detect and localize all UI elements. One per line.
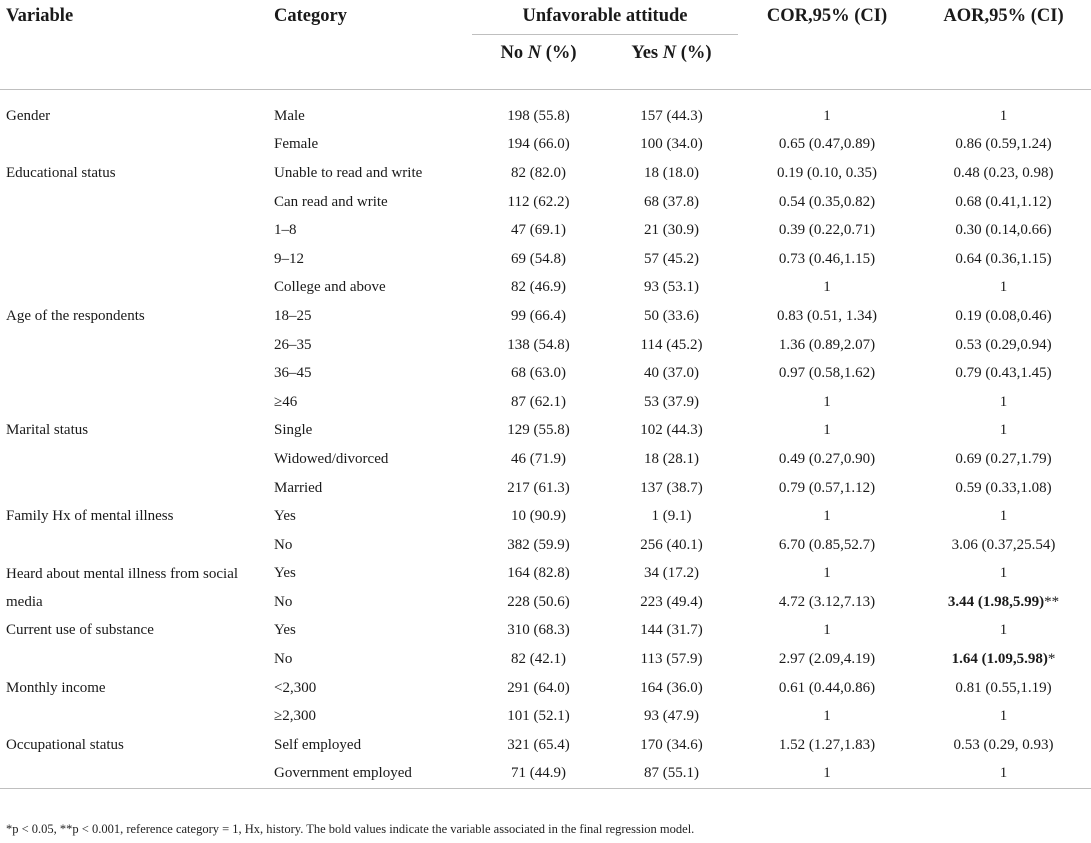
- cell-category: ≥46: [274, 393, 298, 410]
- cell-category: Self employed: [274, 736, 362, 753]
- table-row: [0, 388, 1091, 417]
- cell-no-n: 138 (54.8): [507, 336, 570, 353]
- table-body: [0, 102, 1091, 789]
- cell-category: Single: [274, 422, 313, 439]
- table-row: [0, 417, 1091, 446]
- header-no-n: [472, 35, 605, 90]
- cell-cor: 0.49 (0.27,0.90): [778, 450, 876, 467]
- cell-cor: 6.70 (0.85,52.7): [778, 536, 876, 553]
- cell-no-n: 112 (62.2): [507, 193, 570, 210]
- table-row: [0, 131, 1091, 160]
- cell-aor: [916, 588, 1091, 617]
- table-row: [0, 702, 1091, 731]
- cell-no-n: 228 (50.6): [507, 593, 570, 610]
- cell-category: Yes: [274, 622, 296, 639]
- table-row: [0, 760, 1091, 789]
- header-yes-n-label: Yes N (%): [631, 43, 712, 63]
- table-row: [0, 731, 1091, 760]
- cell-cor: 0.79 (0.57,1.12): [778, 479, 876, 496]
- table-row: [0, 531, 1091, 560]
- cell-variable: [0, 245, 266, 274]
- cell-yes-n: 144 (31.7): [640, 622, 703, 639]
- cell-variable: [0, 188, 266, 217]
- cell-cor: 0.39 (0.22,0.71): [778, 222, 876, 239]
- cell-aor: 1: [999, 565, 1008, 582]
- cell-aor: 0.19 (0.08,0.46): [955, 307, 1052, 324]
- cell-cor: 1.52 (1.27,1.83): [778, 736, 876, 753]
- aor-significant-value: 1.64 (1.09,5.98): [951, 651, 1048, 668]
- cell-yes-n: 68 (37.8): [644, 193, 699, 210]
- cell-category: Female: [274, 136, 319, 153]
- cell-cor: 0.54 (0.35,0.82): [778, 193, 876, 210]
- cell-aor: 0.30 (0.14,0.66): [955, 222, 1052, 239]
- cell-aor: 0.48 (0.23, 0.98): [953, 164, 1054, 181]
- cell-variable: [0, 445, 266, 474]
- table-header: [0, 0, 1091, 102]
- header-separator: [0, 90, 1091, 103]
- cell-yes-n: 18 (28.1): [644, 450, 699, 467]
- cell-variable: Marital status: [6, 422, 89, 439]
- cell-variable: Monthly income: [6, 679, 106, 696]
- cell-yes-n: 93 (53.1): [644, 279, 699, 296]
- cell-no-n: 46 (71.9): [511, 450, 566, 467]
- cell-aor: 0.81 (0.55,1.19): [955, 679, 1052, 696]
- cell-aor: 1: [999, 107, 1008, 124]
- table-row: [0, 617, 1091, 646]
- cell-category: 18–25: [274, 307, 312, 324]
- cell-variable: [0, 645, 266, 674]
- cell-aor: 0.53 (0.29, 0.93): [953, 736, 1054, 753]
- cell-no-n: 291 (64.0): [507, 679, 570, 696]
- cell-aor: 1: [999, 422, 1008, 439]
- cell-cor: 0.61 (0.44,0.86): [778, 679, 876, 696]
- cell-cor: 1: [823, 279, 831, 296]
- header-category: Category: [274, 6, 347, 26]
- table-row: [0, 216, 1091, 245]
- cell-yes-n: 93 (47.9): [644, 708, 699, 725]
- table-row: [0, 445, 1091, 474]
- cell-yes-n: 164 (36.0): [640, 679, 703, 696]
- cell-variable: Age of the respondents: [6, 307, 145, 324]
- table-row: [0, 560, 1091, 589]
- cell-category: Male: [274, 107, 305, 124]
- cell-variable: [0, 359, 266, 388]
- cell-variable: Current use of substance: [6, 622, 154, 639]
- cell-cor: 1: [738, 760, 916, 789]
- cell-yes-n: 100 (34.0): [640, 136, 703, 153]
- cell-no-n: 164 (82.8): [507, 565, 570, 582]
- cell-aor: 0.53 (0.29,0.94): [955, 336, 1052, 353]
- significance-marker: *: [1047, 651, 1056, 668]
- cell-cor: 1: [823, 508, 831, 525]
- cell-yes-n: 57 (45.2): [644, 250, 699, 267]
- cell-category: Unable to read and write: [274, 164, 423, 181]
- cell-no-n: 82 (82.0): [511, 164, 566, 181]
- cell-category: No: [274, 536, 293, 553]
- table-row: [0, 102, 1091, 131]
- cell-aor: 1: [999, 622, 1008, 639]
- table-row: [0, 474, 1091, 503]
- cell-category: Yes: [274, 565, 296, 582]
- cell-variable: [0, 388, 266, 417]
- cell-category: 9–12: [274, 250, 304, 267]
- cell-yes-n: 113 (57.9): [640, 651, 703, 668]
- cell-variable: Heard about mental illness from social media: [6, 565, 239, 611]
- table-footnote: *p < 0.05, **p < 0.001, reference category = 1, Hx, history. The bold values indicate the variable associated in the final regression model.: [6, 822, 695, 836]
- cell-cor: 0.19 (0.10, 0.35): [777, 164, 878, 181]
- cell-no-n: 99 (66.4): [511, 307, 566, 324]
- cell-no-n: 129 (55.8): [507, 422, 570, 439]
- cell-variable: [0, 216, 266, 245]
- cell-no-n: 47 (69.1): [511, 222, 566, 239]
- cell-no-n: 198 (55.8): [507, 107, 570, 124]
- cell-aor: 1: [999, 279, 1008, 296]
- cell-aor: 1: [916, 760, 1091, 789]
- cell-variable: [0, 702, 266, 731]
- cell-category: 1–8: [274, 222, 297, 239]
- cell-aor: 1: [999, 708, 1008, 725]
- cell-category: Government employed: [266, 760, 472, 789]
- cell-variable: [0, 131, 266, 160]
- cell-yes-n: 1 (9.1): [651, 508, 692, 525]
- table-row: [0, 359, 1091, 388]
- cell-cor: 0.97 (0.58,1.62): [778, 365, 876, 382]
- cell-cor: 1: [823, 622, 831, 639]
- cell-category: No: [274, 651, 293, 668]
- cell-variable: Gender: [6, 107, 51, 124]
- cell-yes-n: 34 (17.2): [644, 565, 699, 582]
- cell-aor: 0.59 (0.33,1.08): [955, 479, 1052, 496]
- cell-no-n: 68 (63.0): [511, 365, 566, 382]
- cell-no-n: 194 (66.0): [507, 136, 570, 153]
- cell-aor: 0.68 (0.41,1.12): [955, 193, 1052, 210]
- cell-no-n: 310 (68.3): [507, 622, 570, 639]
- table-row: [0, 302, 1091, 331]
- cell-yes-n: 170 (34.6): [640, 736, 703, 753]
- cell-yes-n: 50 (33.6): [644, 307, 699, 324]
- cell-cor: 1.36 (0.89,2.07): [778, 336, 876, 353]
- cell-cor: 1: [823, 565, 831, 582]
- cell-aor: 0.79 (0.43,1.45): [955, 365, 1052, 382]
- cell-yes-n: 223 (49.4): [640, 593, 703, 610]
- cell-no-n: 82 (42.1): [511, 651, 566, 668]
- cell-no-n: 87 (62.1): [511, 393, 566, 410]
- table-row: [0, 245, 1091, 274]
- table-row: [0, 502, 1091, 531]
- cell-variable: [0, 531, 266, 560]
- cell-aor: 0.64 (0.36,1.15): [955, 250, 1052, 267]
- cell-category: No: [274, 593, 293, 610]
- cell-category: 26–35: [274, 336, 312, 353]
- cell-yes-n: 137 (38.7): [640, 479, 703, 496]
- cell-aor: [916, 645, 1091, 674]
- cell-no-n: 69 (54.8): [511, 250, 566, 267]
- header-variable: Variable: [6, 6, 74, 26]
- cell-cor: 1: [823, 708, 831, 725]
- cell-aor: 0.86 (0.59,1.24): [955, 136, 1052, 153]
- cell-cor: 1: [823, 393, 831, 410]
- cell-yes-n: 18 (18.0): [644, 164, 699, 181]
- cell-aor: 1: [999, 508, 1008, 525]
- cell-cor: 4.72 (3.12,7.13): [778, 593, 876, 610]
- cell-no-n: 10 (90.9): [511, 508, 566, 525]
- cell-no-n: 321 (65.4): [507, 736, 570, 753]
- cell-aor: 1: [999, 393, 1008, 410]
- cell-variable: [0, 760, 266, 789]
- cell-category: Widowed/divorced: [274, 450, 389, 467]
- cell-cor: 2.97 (2.09,4.19): [778, 651, 876, 668]
- table-row: [0, 274, 1091, 303]
- cell-category: College and above: [274, 279, 386, 296]
- cell-cor: 0.83 (0.51, 1.34): [777, 307, 878, 324]
- cell-yes-n: 102 (44.3): [640, 422, 703, 439]
- cell-category: 36–45: [274, 365, 312, 382]
- cell-variable: [0, 331, 266, 360]
- cell-yes-n: 40 (37.0): [644, 365, 699, 382]
- aor-significant-value: 3.44 (1.98,5.99): [947, 593, 1045, 610]
- cell-variable: Family Hx of mental illness: [6, 508, 174, 525]
- header-yes-n: [605, 35, 738, 90]
- cell-yes-n: 53 (37.9): [644, 393, 699, 410]
- cell-no-n: 101 (52.1): [507, 708, 570, 725]
- cell-cor: 1: [823, 422, 831, 439]
- cell-aor: 3.06 (0.37,25.54): [951, 536, 1056, 553]
- cell-category: <2,300: [274, 679, 317, 696]
- cell-variable: [0, 274, 266, 303]
- cell-variable: Occupational status: [6, 736, 124, 753]
- cell-yes-n: 256 (40.1): [640, 536, 703, 553]
- table-row: [0, 331, 1091, 360]
- cell-variable: [0, 474, 266, 503]
- cell-aor: 0.69 (0.27,1.79): [955, 450, 1052, 467]
- cell-yes-n: 21 (30.9): [644, 222, 699, 239]
- cell-category: ≥2,300: [274, 708, 316, 725]
- significance-marker: **: [1044, 593, 1060, 610]
- header-no-n-label: No N (%): [500, 43, 577, 63]
- cell-category: Yes: [274, 508, 296, 525]
- cell-category: Can read and write: [274, 193, 388, 210]
- cell-no-n: 217 (61.3): [507, 479, 570, 496]
- cell-cor: 0.73 (0.46,1.15): [778, 250, 876, 267]
- header-cor: COR,95% (CI): [766, 6, 888, 26]
- cell-no-n: 382 (59.9): [507, 536, 570, 553]
- header-aor: AOR,95% (CI): [943, 6, 1064, 26]
- cell-category: Married: [274, 479, 323, 496]
- cell-cor: 1: [823, 107, 831, 124]
- table-row: [0, 645, 1091, 674]
- cell-no-n: 71 (44.9): [472, 760, 605, 789]
- cell-yes-n: 157 (44.3): [640, 107, 703, 124]
- cell-cor: 0.65 (0.47,0.89): [778, 136, 876, 153]
- table-row: [0, 188, 1091, 217]
- cell-variable: Educational status: [6, 164, 116, 181]
- cell-yes-n: 114 (45.2): [640, 336, 703, 353]
- cell-yes-n: 87 (55.1): [605, 760, 738, 789]
- cell-no-n: 82 (46.9): [511, 279, 566, 296]
- header-unfavorable-attitude: Unfavorable attitude: [522, 6, 688, 26]
- table-row: [0, 159, 1091, 188]
- table-row: [0, 674, 1091, 703]
